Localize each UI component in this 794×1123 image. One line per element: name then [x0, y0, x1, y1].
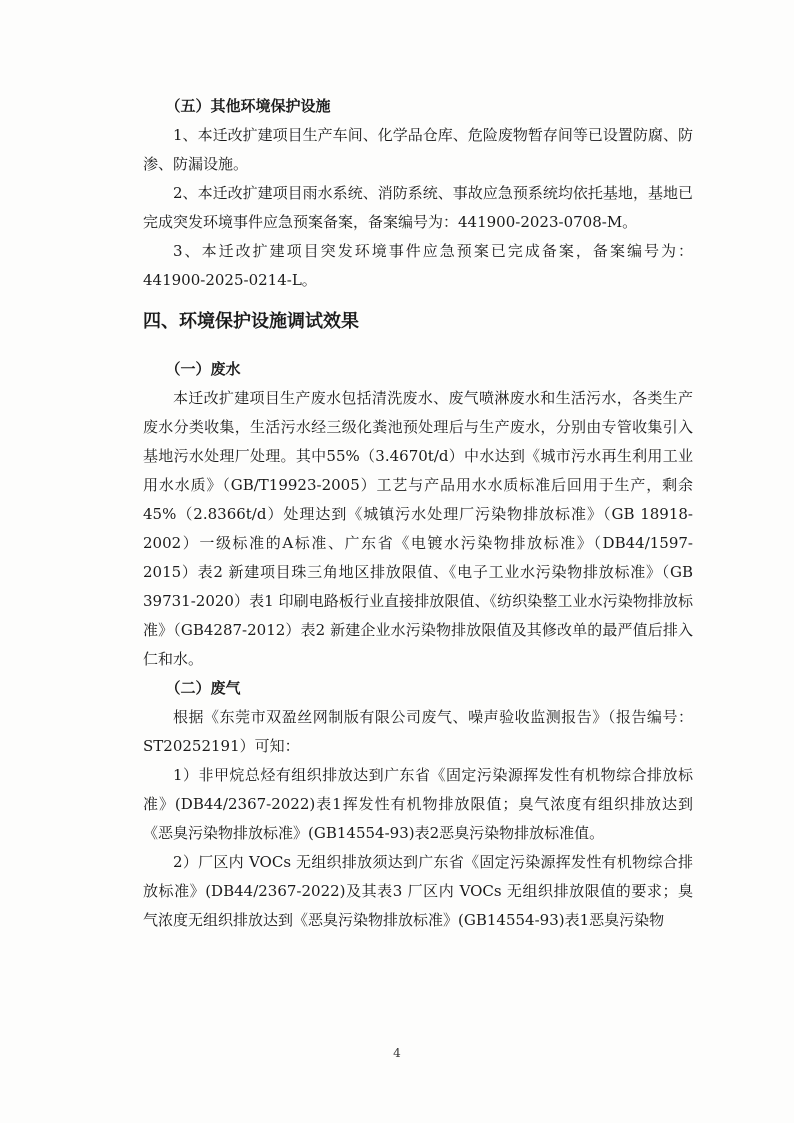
wastewater-heading: （一）废水	[165, 360, 241, 378]
section-5-heading: （五）其他环境保护设施	[165, 97, 331, 115]
wastewater-paragraph: 本迁改扩建项目生产废水包括清洗废水、废气喷淋废水和生活污水，各类生产废水分类收集，生活污水经三级化粪池预处理后与生产废水，分别由专管收集引入基地污水处理厂处理。其中55%（3.4670t/d）中水达到《城市污水再生利用工业用水水质》（GB/T19923-2005）工艺与产品用水水质标准后回用于生产，剩余45%（2.8366t/d）处理达到《城镇污水处理厂污染物排放标准》（GB 18918-2002）一级标准的A标准、广东省《电镀水污染物排放标准》（DB44/1597-2015）表2 新建项目珠三角地区排放限值、《电子工业水污染物排放标准》（GB 39731-2020）表1 印刷电路板行业直接排放限值、《纺织染整工业水污染物排放标准》（GB4287-2012）表2 新建企业水污染物排放限值及其修改单的最严值后排入仁和水。	[143, 389, 693, 668]
exhaust-item-1: 1）非甲烷总烃有组织排放达到广东省《固定污染源挥发性有机物综合排放标准》(DB44/2367-2022)表1挥发性有机物排放限值；臭气浓度有组织排放达到《恶臭污染物排放标准》(GB14554-93)表2恶臭污染物排放标准值。	[143, 766, 693, 842]
exhaust-item-2: 2）厂区内 VOCs 无组织排放须达到广东省《固定污染源挥发性有机物综合排放标准》(DB44/2367-2022)及其表3 厂区内 VOCs 无组织排放限值的要求；臭气浓度无组织排放达到《恶臭污染物排放标准》(GB14554-93)表1恶臭污染物	[143, 853, 693, 929]
section-5-paragraph-2: 2、本迁改扩建项目雨水系统、消防系统、事故应急预系统均依托基地，基地已完成突发环境事件应急预案备案，备案编号为：441900-2023-0708-M。	[143, 184, 693, 231]
section-5-paragraph-3: 3、本迁改扩建项目突发环境事件应急预案已完成备案，备案编号为：441900-2025-0214-L。	[143, 242, 693, 289]
chapter-4-heading: 四、环境保护设施调试效果	[143, 311, 359, 332]
exhaust-heading: （二）废气	[165, 679, 241, 697]
page-body	[143, 92, 693, 935]
page-number: 4	[393, 1046, 401, 1060]
exhaust-intro: 根据《东莞市双盈丝网制版有限公司废气、噪声验收监测报告》（报告编号：ST20252191）可知：	[143, 708, 693, 755]
section-5-paragraph-1: 1、本迁改扩建项目生产车间、化学品仓库、危险废物暂存间等已设置防腐、防渗、防漏设施。	[143, 126, 693, 173]
